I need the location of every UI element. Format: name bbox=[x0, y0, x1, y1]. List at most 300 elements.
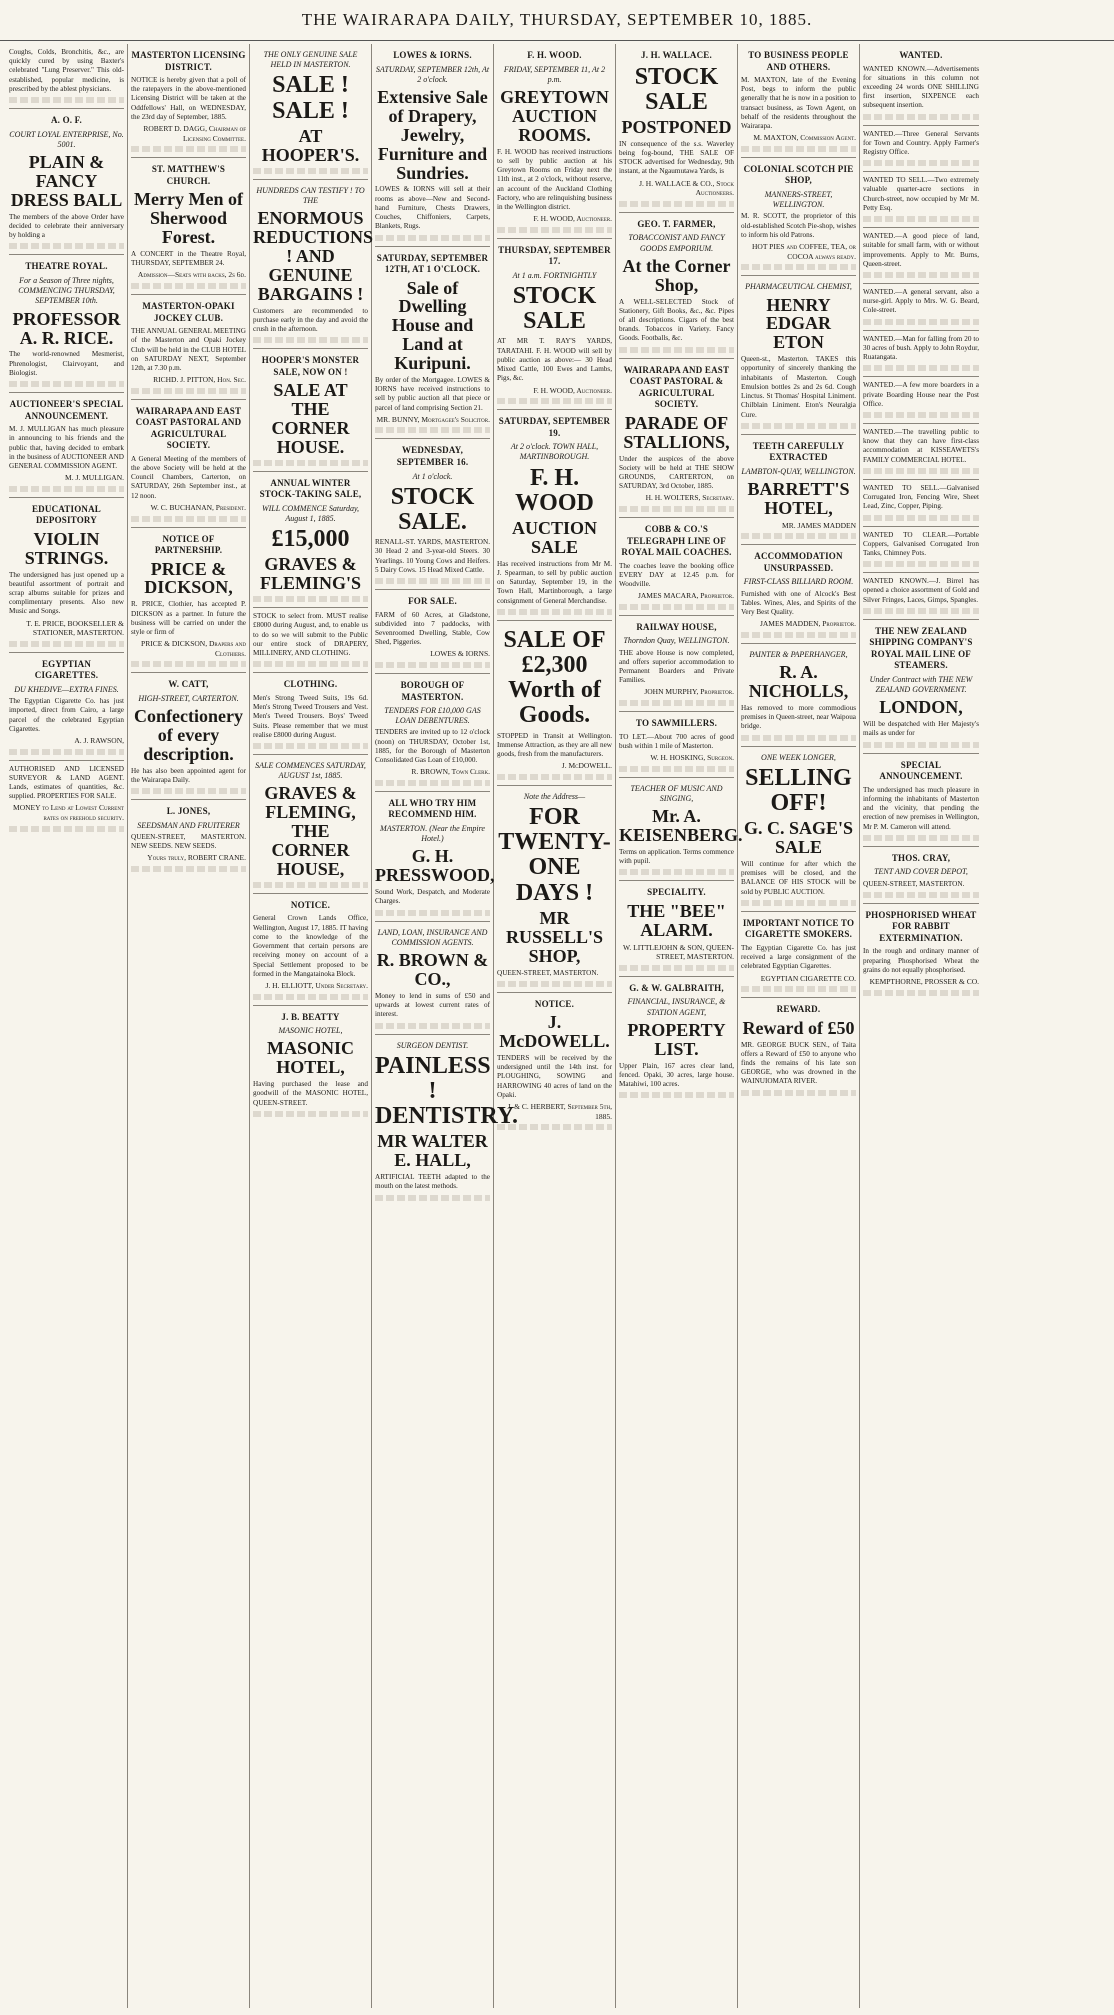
ad-body-text: WANTED TO SELL.—Two extremely valuable quarter-acre sections in Church-street, now occupied by Mr M. Petty Esq. bbox=[863, 176, 979, 212]
advertisement bbox=[741, 644, 856, 747]
ad-display-large: F. H. WOOD bbox=[515, 464, 594, 516]
ad-body-text: Money to lend in sums of £50 and upwards at lowest current rates of interest. bbox=[375, 991, 490, 1019]
advertisement bbox=[619, 44, 734, 213]
text-filler-rule bbox=[9, 381, 124, 387]
ad-heading: TO SAWMILLERS. bbox=[635, 718, 718, 729]
advertisement bbox=[253, 180, 374, 350]
ad-heading: WAIRARAPA AND EAST COAST PASTORAL & AGRICULTURAL SOCIETY. bbox=[623, 364, 730, 410]
ad-signature: PRICE & DICKSON, Drapers and Clothiers. bbox=[141, 639, 246, 658]
text-filler-rule bbox=[375, 1195, 490, 1201]
ad-signature: J. H. ELLIOTT, Under Secretary. bbox=[265, 980, 368, 990]
ad-heading: ALL WHO TRY HIM RECOMMEND HIM. bbox=[388, 797, 477, 820]
ad-body-text: FARM of 60 Acres, at Gladstone, subdivided into 7 paddocks, with Sevenroomed Dwelling, Stable, Cow Shed, Piggeries. bbox=[375, 610, 490, 647]
ad-subheading: TENDERS FOR £10,000 GAS LOAN DEBENTURES. bbox=[384, 706, 481, 726]
ad-display: PROFESSOR A. R. RICE. bbox=[12, 308, 121, 348]
text-filler-rule bbox=[497, 609, 612, 615]
ad-display: SALE AT THE CORNER HOUSE. bbox=[271, 380, 350, 457]
advertisement bbox=[863, 228, 979, 284]
advertisement bbox=[863, 527, 979, 574]
text-filler-rule bbox=[253, 661, 368, 667]
ad-signature: J. & C. HERBERT, September 5th, 1885. bbox=[507, 1102, 612, 1121]
column-4 bbox=[372, 44, 518, 2008]
ad-subheading: At 1 a.m. FORTNIGHTLY bbox=[512, 270, 597, 280]
text-filler-rule bbox=[863, 742, 979, 748]
advertisement bbox=[741, 276, 856, 434]
advertisement bbox=[375, 439, 490, 590]
ad-body-text: STOCK to select from. MUST realise £8000 during August, and, to enable us to do so we will submit to the Public our entire stock of DRAPERY, MILLINERY, AND CLOTHING. bbox=[253, 612, 368, 658]
advertisement bbox=[863, 424, 979, 480]
ad-heading: TEETH CAREFULLY EXTRACTED bbox=[752, 440, 845, 463]
ad-display: MR RUSSELL'S SHOP, bbox=[505, 907, 604, 966]
advertisement bbox=[131, 673, 246, 800]
advertisement bbox=[253, 755, 368, 894]
ad-body-text: MR. GEORGE BUCK SEN., of Taita offers a Reward of £50 to anyone who finds the remains of his late son GEORGE, who was drowned in the WAINUIOMATA RIVER. bbox=[741, 1040, 856, 1086]
text-filler-rule bbox=[619, 700, 734, 706]
ad-signature: EGYPTIAN CIGARETTE CO. bbox=[760, 973, 856, 983]
advertisement bbox=[497, 44, 612, 239]
ad-body-text: The Egyptian Cigarette Co. has just received a large consignment of the celebrated Egyptian Cigarettes. bbox=[741, 943, 856, 971]
advertisement bbox=[375, 922, 490, 1035]
ad-body-text: Under the auspices of the above Society will be held at THE SHOW GROUNDS, CARTERTON, on SATURDAY, 3rd October, 1885. bbox=[619, 454, 734, 491]
advertisement bbox=[9, 255, 124, 393]
ad-body-text: IN consequence of the s.s. Waverley being fog-bound, THE SALE OF STOCK advertised for Wednesday, 9th instant, at the Ngaumutawa Yards, is bbox=[619, 139, 734, 176]
text-filler-rule bbox=[863, 216, 979, 222]
ad-heading: HOOPER'S MONSTER SALE, NOW ON ! bbox=[261, 355, 360, 377]
advertisement bbox=[375, 674, 490, 792]
ad-body-text: TENDERS will be received by the undersigned until the 14th inst. for PLOUGHING, SOWING and HARROWING 40 acres of land on the Opaki. bbox=[497, 1054, 612, 1099]
ad-signature: W. LITTLEJOHN & SON, QUEEN-STREET, MASTERTON. bbox=[623, 942, 734, 962]
ad-heading: GEO. T. FARMER, bbox=[637, 218, 716, 229]
ad-heading: IMPORTANT NOTICE TO CIGARETTE SMOKERS. bbox=[742, 917, 855, 940]
ad-display: At the Corner Shop, bbox=[622, 255, 731, 295]
ad-signature: KEMPTHORNE, PROSSER & CO. bbox=[869, 976, 979, 986]
ad-subheading: TOBACCONIST AND FANCY GOODS EMPORIUM. bbox=[628, 233, 725, 253]
ad-heading: SATURDAY, SEPTEMBER 12TH, AT 1 O'CLOCK. bbox=[376, 252, 489, 275]
ad-signature: JAMES MACARA, Proprietor. bbox=[637, 591, 734, 601]
ad-body-text: He has also been appointed agent for the Wairarapa Daily. bbox=[131, 766, 246, 785]
ad-heading: RAILWAY HOUSE, bbox=[636, 621, 717, 632]
ad-display: AUCTION SALE bbox=[511, 517, 597, 557]
ad-display-large: £15,000 bbox=[271, 526, 350, 553]
ad-heading: G. & W. GALBRAITH, bbox=[629, 982, 724, 993]
ad-subheading: SALE COMMENCES SATURDAY, AUGUST 1st, 1885. bbox=[255, 760, 366, 781]
ad-body-text: Upper Plain, 167 acres clear land, fenced. Opaki, 30 acres, large house. Matahiwi, 100 acres. bbox=[619, 1061, 734, 1088]
ad-subheading: For a Season of Three nights, COMMENCING THURSDAY, SEPTEMBER 10th. bbox=[18, 275, 115, 306]
ad-subheading: Note the Address— bbox=[523, 791, 586, 801]
text-filler-rule bbox=[863, 561, 979, 567]
ad-heading: COLONIAL SCOTCH PIE SHOP, bbox=[743, 163, 854, 186]
ad-signature: HOT PIES and COFFEE, TEA, or COCOA always ready. bbox=[752, 242, 856, 261]
ad-subheading: SURGEON DENTIST. bbox=[396, 1040, 469, 1050]
newspaper-title: THE WAIRARAPA DAILY, THURSDAY, SEPTEMBER 10, 1885. bbox=[301, 10, 813, 29]
ad-heading: J. B. BEATTY bbox=[281, 1011, 340, 1022]
ad-body-text: The undersigned has much pleasure in informing the inhabitants of Masterton and the vicinity, that pending the erection of new premises in Wellington, Mr P. M. Cameron will attend. bbox=[863, 785, 979, 831]
advertisement bbox=[863, 620, 979, 754]
ad-heading: TO BUSINESS PEOPLE AND OTHERS. bbox=[748, 50, 849, 72]
advertisement bbox=[131, 528, 246, 674]
ad-body-text: The members of the above Order have decided to celebrate their anniversary by holding a bbox=[9, 212, 124, 240]
advertisement bbox=[619, 359, 734, 518]
ad-signature: J. H. WALLACE & CO., Stock Auctioneers. bbox=[639, 178, 734, 198]
text-filler-rule bbox=[131, 516, 246, 522]
text-filler-rule bbox=[741, 900, 856, 906]
text-filler-rule bbox=[375, 910, 490, 916]
ad-subheading: WILL COMMENCE Saturday, August 1, 1885. bbox=[261, 503, 360, 524]
ad-display: Reward of £50 bbox=[742, 1017, 855, 1038]
ad-heading: NOTICE. bbox=[534, 998, 575, 1009]
ad-subheading: COURT LOYAL ENTERPRISE, No. 5001. bbox=[9, 129, 124, 149]
ad-body-text: WANTED TO CLEAR.—Portable Coppers, Galvanised Corrugated Iron Tanks, Chimney Pots. bbox=[863, 530, 979, 557]
advertisement bbox=[131, 800, 246, 877]
text-filler-rule bbox=[497, 774, 612, 780]
text-filler-rule bbox=[619, 604, 734, 610]
ad-display: GREYTOWN AUCTION ROOMS. bbox=[500, 86, 609, 145]
ad-signature: ROBERT D. DAGG, Chairman of Licensing Committee. bbox=[143, 124, 246, 143]
ad-heading: ST. MATTHEW'S CHURCH. bbox=[151, 164, 226, 186]
text-filler-rule bbox=[131, 788, 246, 794]
ad-heading: THURSDAY, SEPTEMBER 17. bbox=[498, 244, 611, 267]
ad-subheading: FINANCIAL, INSURANCE, & STATION AGENT, bbox=[627, 997, 726, 1017]
ad-subheading: PAINTER & PAPERHANGER, bbox=[749, 649, 848, 659]
text-filler-rule bbox=[375, 662, 490, 668]
text-filler-rule bbox=[253, 168, 368, 174]
ad-heading: W. CATT, bbox=[168, 679, 209, 690]
ad-heading: CLOTHING. bbox=[283, 679, 338, 690]
text-filler-rule bbox=[9, 749, 124, 755]
ad-heading: EGYPTIAN CIGARETTES. bbox=[34, 658, 99, 681]
ad-heading: WEDNESDAY, SEPTEMBER 16. bbox=[396, 445, 469, 467]
ad-body-text: WANTED.—Three General Servants for Town and Country. Apply Farmer's Registry Office. bbox=[863, 129, 979, 157]
text-filler-rule bbox=[619, 347, 734, 353]
ad-display-large: STOCK SALE bbox=[634, 63, 719, 115]
ad-body-text: F. H. WOOD has received instructions to sell by public auction at his Greytown Rooms on Friday next the 11th inst., at 2 o'clock, without reserve, an account of the Auckland Clothing Factory, who are relinquishing business in the Wellington district. bbox=[497, 147, 612, 211]
text-filler-rule bbox=[253, 596, 368, 602]
ad-body-text: WANTED.—A general servant, also a nurse-girl. Apply to Mrs. W. G. Beard, Cole-street. bbox=[863, 288, 979, 315]
advertisement bbox=[741, 998, 856, 1101]
ad-display: Extensive Sale of Drapery, Jewelry, Furniture and Sundries. bbox=[377, 86, 488, 183]
ad-body-text: The undersigned has just opened up a beautiful assortment of portrait and scrap albums suitable for prizes and complimentary presents. Also new Music and Songs. bbox=[9, 570, 124, 616]
ad-signature: MONEY to Lend at Lowest Current rates on freehold security. bbox=[13, 803, 124, 823]
ad-body-text: A General Meeting of the members of the above Society will be held at the Council Chambers, Carterton, on SATURDAY, 26th September inst., at 12 noon. bbox=[131, 454, 246, 500]
ad-body-text: WANTED TO SELL.—Galvanised Corrugated Iron, Fencing Wire, Sheet Lead, Zinc, Copper, Piping. bbox=[863, 483, 979, 511]
ad-display: HENRY EDGAR ETON bbox=[765, 294, 831, 353]
ad-heading: MASTERTON LICENSING DISTRICT. bbox=[131, 50, 246, 72]
text-filler-rule bbox=[619, 766, 734, 772]
text-filler-rule bbox=[863, 160, 979, 166]
ad-heading: AUCTIONEER'S SPECIAL ANNOUNCEMENT. bbox=[9, 399, 124, 421]
text-filler-rule bbox=[497, 981, 612, 987]
text-filler-rule bbox=[375, 235, 490, 241]
ad-heading: NOTICE. bbox=[290, 899, 331, 910]
advertisement bbox=[863, 754, 979, 847]
ad-heading: F. H. WOOD. bbox=[527, 50, 582, 60]
ad-body-text: The world-renowned Mesmerist, Phrenologist, Clairvoyant, and Biologist. bbox=[9, 350, 124, 377]
ad-signature: T. E. PRICE, BOOKSELLER & STATIONER, MASTERTON. bbox=[26, 618, 124, 638]
ad-body-text: WANTED KNOWN.—J. Birrel has opened a choice assortment of Gold and Silver Fringes, Laces, Gimps, Spangles. bbox=[863, 577, 979, 604]
ad-subheading: SATURDAY, SEPTEMBER 12th, At 2 o'clock. bbox=[375, 64, 490, 84]
ad-signature: JAMES MADDEN, Proprietor. bbox=[759, 619, 856, 629]
text-filler-rule bbox=[863, 272, 979, 278]
ad-subheading: MASONIC HOTEL, bbox=[278, 1026, 343, 1036]
advertisement bbox=[9, 44, 124, 109]
text-filler-rule bbox=[863, 114, 979, 120]
ad-body-text: STOPPED in Transit at Wellington. Immense Attraction, as they are all new goods, fresh from the manufacturers. bbox=[497, 731, 612, 759]
ad-heading: BOROUGH OF MASTERTON. bbox=[400, 679, 465, 702]
ad-heading: COBB & CO.'S TELEGRAPH LINE OF ROYAL MAIL COACHES. bbox=[621, 524, 732, 558]
column-3 bbox=[250, 44, 372, 2008]
ad-body-text: R. PRICE, Clothier, has accepted P. DICKSON as a partner. In future the business will be carried on under the style or firm of bbox=[131, 600, 246, 636]
advertisement bbox=[619, 518, 734, 616]
text-filler-rule bbox=[375, 780, 490, 786]
advertisement bbox=[497, 993, 612, 1136]
advertisement bbox=[863, 284, 979, 331]
ad-heading: LOWES & IORNS. bbox=[393, 50, 472, 60]
ad-display-large: SALE OF £2,300 Worth of Goods. bbox=[503, 626, 606, 729]
column-5 bbox=[494, 44, 616, 2008]
ad-display-large: SALE ! SALE ! bbox=[272, 72, 349, 124]
text-filler-rule bbox=[497, 1124, 612, 1130]
ad-display: J. McDOWELL. bbox=[499, 1012, 610, 1052]
text-filler-rule bbox=[741, 146, 856, 152]
ad-body-text: QUEEN-STREET, MASTERTON. bbox=[497, 968, 599, 977]
text-filler-rule bbox=[253, 1111, 368, 1117]
advertisement bbox=[375, 247, 490, 440]
ad-body-text: THE above House is now completed, and offers superior accommodation to Permanent Boarders and Private Families. bbox=[619, 648, 734, 685]
advertisement bbox=[9, 498, 124, 653]
advertisement bbox=[497, 239, 612, 410]
ad-signature: F. H. WOOD, Auctioneer. bbox=[533, 214, 612, 224]
ad-body-text: In the rough and ordinary manner of preparing Phosphorised Wheat the grains do not equally phosphorised. bbox=[863, 947, 979, 974]
ad-display: MASONIC HOTEL, bbox=[266, 1038, 354, 1078]
ad-body-text: M. J. MULLIGAN has much pleasure in announcing to his friends and the public that, having decided to embark in the business of AUCTIONEER AND GENERAL COMMISSION AGENT. bbox=[9, 425, 124, 470]
advertisement bbox=[253, 608, 368, 673]
advertisement bbox=[863, 480, 979, 527]
ad-signature: JOHN MURPHY, Proprietor. bbox=[644, 687, 734, 697]
advertisement bbox=[741, 435, 856, 546]
advertisement bbox=[497, 786, 612, 993]
text-filler-rule bbox=[741, 264, 856, 270]
advertisement bbox=[619, 213, 734, 359]
text-filler-rule bbox=[619, 201, 734, 207]
ad-body-text: Will continue for after which the premises will be closed, and the BALANCE OF HIS STOCK will be sold by PUBLIC AUCTION. bbox=[741, 859, 856, 896]
advertisement bbox=[619, 712, 734, 778]
ad-display: GRAVES & FLEMING'S bbox=[259, 554, 361, 594]
column-1 bbox=[6, 44, 128, 2008]
masthead bbox=[0, 0, 1114, 41]
ad-display: PARADE OF STALLIONS, bbox=[623, 412, 730, 452]
ad-heading: WAIRARAPA AND EAST COAST PASTORAL AND AGRICULTURAL SOCIETY. bbox=[135, 405, 242, 451]
text-filler-rule bbox=[131, 866, 246, 872]
ad-signature: M. MAXTON, Commission Agent. bbox=[753, 133, 856, 143]
ad-display: BARRETT'S HOTEL, bbox=[747, 478, 850, 518]
ad-signature: W. H. HOSKING, Surgeon. bbox=[650, 752, 734, 762]
advertisement bbox=[863, 847, 979, 904]
ad-body-text: The Egyptian Cigarette Co. has just imported, direct from Cairo, a large parcel of the celebrated Egyptian Cigarettes. bbox=[9, 697, 124, 733]
advertisement bbox=[619, 616, 734, 712]
ad-heading: WANTED. bbox=[899, 50, 943, 60]
ad-body-text: Men's Strong Tweed Suits, 19s 6d. Men's Strong Tweed Trousers and Vest. Men's Tweed Trousers. Boys' Tweed Suits. Please remember that we must realise £8000 during August. bbox=[253, 693, 368, 739]
advertisement bbox=[375, 44, 490, 247]
ad-body-text: AT MR T. RAY'S YARDS, TARATAHI. F. H. WOOD will sell by public auction as above:— 30 Head Mixed Cattle, 100 Ewes and Lambs, Pigs, &c. bbox=[497, 337, 612, 383]
ad-signature: Admission—Seats with backs, 2s 6d. bbox=[137, 270, 246, 280]
text-filler-rule bbox=[619, 1092, 734, 1098]
text-filler-rule bbox=[253, 882, 368, 888]
advertisement bbox=[741, 158, 856, 276]
advertisement bbox=[253, 472, 368, 608]
ad-display: R. A. NICHOLLS, bbox=[748, 662, 849, 701]
text-filler-rule bbox=[253, 460, 368, 466]
ad-body-text: Having purchased the lease and goodwill of the MASONIC HOTEL, QUEEN-STREET. bbox=[253, 1080, 368, 1107]
ad-body-text: Terms on application. Terms commence with pupil. bbox=[619, 847, 734, 866]
ad-subheading: Thorndon Quay, WELLINGTON. bbox=[623, 636, 730, 646]
ad-display: Confectionery of every description. bbox=[134, 706, 243, 764]
ad-display-large: SELLING OFF! bbox=[745, 764, 852, 816]
text-filler-rule bbox=[863, 468, 979, 474]
ad-subheading: TEACHER OF MUSIC AND SINGING, bbox=[630, 783, 723, 803]
ad-subheading: FIRST-CLASS BILLIARD ROOM. bbox=[743, 577, 854, 587]
ad-subheading: ONE WEEK LONGER, bbox=[761, 752, 836, 762]
ad-subheading: MASTERTON. (Near the Empire Hotel.) bbox=[380, 823, 485, 844]
advertisement bbox=[131, 158, 246, 295]
advertisement bbox=[619, 977, 734, 1103]
ad-body-text: TENDERS are invited up to 12 o'clock (noon) on THURSDAY, October 1st, 1885, for the Borough of Masterton Consolidated Gas Loan of £10,000. bbox=[375, 728, 490, 765]
advertisement bbox=[253, 349, 368, 472]
text-filler-rule bbox=[9, 243, 124, 249]
ad-body-text: AUTHORISED AND LICENSED SURVEYOR & LAND AGENT. Lands, estimates of quantities, &c. supplied. PROPERTIES FOR SALE. bbox=[9, 764, 124, 801]
ad-display: PRICE & DICKSON, bbox=[144, 558, 233, 598]
advertisement bbox=[863, 573, 979, 620]
ad-display: POSTPONED bbox=[621, 116, 732, 137]
ad-signature: LOWES & IORNS. bbox=[430, 649, 490, 659]
text-filler-rule bbox=[619, 965, 734, 971]
ad-display-large: PAINLESS ! DENTISTRY. bbox=[375, 1052, 518, 1130]
text-filler-rule bbox=[375, 578, 490, 584]
ad-heading: SATURDAY, SEPTEMBER 19. bbox=[498, 416, 611, 438]
ad-display: MR WALTER E. HALL, bbox=[377, 1131, 488, 1171]
ad-display-large: STOCK SALE bbox=[512, 283, 597, 335]
ad-body-text: LOWES & IORNS will sell at their rooms as above—New and Second-hand Furniture, Chests Drawers, Couches, Chiffoniers, Carpets, Blankets, Rugs. bbox=[375, 185, 490, 231]
text-filler-rule bbox=[131, 283, 246, 289]
ad-display: ENORMOUS REDUCTIONS ! AND GENUINE BARGAINS ! bbox=[253, 208, 374, 304]
ad-heading: SPECIALITY. bbox=[647, 887, 706, 898]
advertisement bbox=[741, 545, 856, 644]
text-filler-rule bbox=[863, 892, 979, 898]
advertisement bbox=[863, 904, 979, 1001]
ad-body-text: TO LET.—About 700 acres of good bush within 1 mile of Masterton. bbox=[619, 732, 734, 750]
advertisement bbox=[253, 1006, 368, 1122]
text-filler-rule bbox=[9, 826, 124, 832]
ad-body-text: Queen-st., Masterton. TAKES this opportunity of sincerely thanking the inhabitants of Masterton. Cough Emulsion bottles 2s and 2s 6d. Cough Linctus. St Thomas' Hospital Liniment. Chilblain Liniment. Eton's Neuralgia Cure. bbox=[741, 355, 856, 419]
advertisement bbox=[863, 172, 979, 228]
ad-body-text: ARTIFICIAL TEETH adapted to the mouth on the latest methods. bbox=[375, 1173, 490, 1191]
advertisement bbox=[497, 621, 612, 786]
text-filler-rule bbox=[131, 661, 246, 667]
text-filler-rule bbox=[131, 388, 246, 394]
ad-subheading: MANNERS-STREET, WELLINGTON. bbox=[764, 189, 833, 210]
ad-heading: FOR SALE. bbox=[408, 596, 457, 606]
text-filler-rule bbox=[741, 1090, 856, 1096]
text-filler-rule bbox=[619, 869, 734, 875]
newspaper-columns bbox=[6, 44, 1108, 2008]
text-filler-rule bbox=[253, 337, 368, 343]
ad-display: GRAVES & FLEMING, THE CORNER HOUSE, bbox=[264, 783, 357, 879]
ad-display: AT HOOPER'S. bbox=[261, 125, 360, 165]
ad-body-text: WANTED.—The travelling public to know that they can have first-class accommodation at KISSEAWETS's FAMILY COMMERCIAL HOTEL. bbox=[863, 427, 979, 464]
text-filler-rule bbox=[9, 486, 124, 492]
advertisement bbox=[619, 778, 743, 882]
ad-display: R. BROWN & CO., bbox=[376, 950, 489, 990]
advertisement bbox=[9, 393, 124, 498]
advertisement bbox=[9, 761, 124, 837]
ad-body-text: M. R. SCOTT, the proprietor of this old-established Scotch Pie-shop, wishes to inform his old Patrons. bbox=[741, 212, 856, 239]
ad-body-text: WANTED.—Man for falling from 20 to 30 acres of bush. Apply to John Roydur, Ruatangata. bbox=[863, 334, 979, 362]
advertisement bbox=[131, 295, 246, 400]
ad-body-text: General Crown Lands Office, Wellington, August 17, 1885. IT having come to the knowledge of the Government that certain persons are receiving money on account of a Special Settlement proposed to be formed in the Mangatainoka Block. bbox=[253, 914, 368, 978]
text-filler-rule bbox=[863, 990, 979, 996]
advertisement bbox=[741, 912, 856, 998]
ad-heading: PHOSPHORISED WHEAT FOR RABBIT EXTERMINATION. bbox=[865, 909, 977, 943]
ad-heading: J. H. WALLACE. bbox=[641, 50, 712, 60]
advertisement bbox=[863, 331, 979, 378]
advertisement bbox=[9, 653, 124, 761]
column-6 bbox=[616, 44, 743, 2008]
ad-heading: THOS. CRAY, bbox=[891, 852, 951, 863]
ad-display: Mr. A. KEISENBERG. bbox=[619, 806, 743, 845]
ad-signature: MR. JAMES MADDEN bbox=[782, 520, 856, 530]
ad-heading: SPECIAL ANNOUNCEMENT. bbox=[879, 759, 963, 782]
ad-display-large: STOCK SALE. bbox=[390, 483, 475, 535]
ad-signature: J. McDOWELL. bbox=[561, 761, 612, 771]
ad-signature: H. H. WOLTERS, Secretary. bbox=[645, 493, 734, 503]
text-filler-rule bbox=[741, 533, 856, 539]
advertisement bbox=[253, 44, 368, 180]
text-filler-rule bbox=[375, 1023, 490, 1029]
text-filler-rule bbox=[863, 365, 979, 371]
ad-subheading: FRIDAY, SEPTEMBER 11, At 2 p.m. bbox=[503, 64, 606, 84]
ad-signature: M. J. MULLIGAN. bbox=[65, 473, 124, 483]
ad-heading: THEATRE ROYAL. bbox=[25, 261, 108, 272]
ad-body-text: WANTED.—A good piece of land, suitable for small farm, with or without improvements. Apply to Mr. Burns, Queen-street. bbox=[863, 232, 979, 268]
text-filler-rule bbox=[253, 994, 368, 1000]
ad-body-text: By order of the Mortgagee. LOWES & IORNS have received instructions to sell by public auction all that piece or parcel of land comprising Section 21. bbox=[375, 376, 490, 412]
ad-subheading: LAMBTON-QUAY, WELLINGTON. bbox=[741, 466, 856, 476]
ad-subheading: THE ONLY GENUINE SALE HELD IN MASTERTON. bbox=[263, 50, 358, 70]
advertisement bbox=[619, 881, 734, 976]
advertisement bbox=[131, 44, 246, 158]
ad-display: G. H. PRESSWOOD, bbox=[375, 846, 495, 886]
advertisement bbox=[741, 44, 856, 158]
ad-body-text: Has received instructions from Mr M. J. Spearman, to sell by public auction on Saturday, September 19, in the Town Hall, Martinborough, a large consignment of General Merchandise. bbox=[497, 559, 612, 605]
column-2 bbox=[128, 44, 250, 2008]
text-filler-rule bbox=[741, 632, 856, 638]
ad-heading: L. JONES, bbox=[166, 806, 211, 817]
advertisement bbox=[9, 109, 124, 255]
ad-signature: RICHD. J. PITTON, Hon. Sec. bbox=[153, 375, 246, 385]
ad-heading: ACCOMMODATION UNSURPASSED. bbox=[754, 551, 843, 573]
ad-body-text: Will be despatched with Her Majesty's mails as under for bbox=[863, 720, 979, 738]
text-filler-rule bbox=[863, 412, 979, 418]
ad-heading: NOTICE OF PARTNERSHIP. bbox=[154, 533, 223, 556]
ad-body-text: QUEEN-STREET, MASTERTON. NEW SEEDS. NEW SEEDS. bbox=[131, 833, 246, 851]
ad-subheading: HIGH-STREET, CARTERTON. bbox=[138, 693, 239, 703]
text-filler-rule bbox=[497, 398, 612, 404]
ad-heading: EDUCATIONAL DEPOSITORY bbox=[31, 503, 102, 526]
text-filler-rule bbox=[863, 515, 979, 521]
ad-subheading: DU KHEDIVE—EXTRA FINES. bbox=[14, 684, 119, 694]
advertisement bbox=[863, 377, 979, 424]
text-filler-rule bbox=[863, 319, 979, 325]
text-filler-rule bbox=[863, 608, 979, 614]
